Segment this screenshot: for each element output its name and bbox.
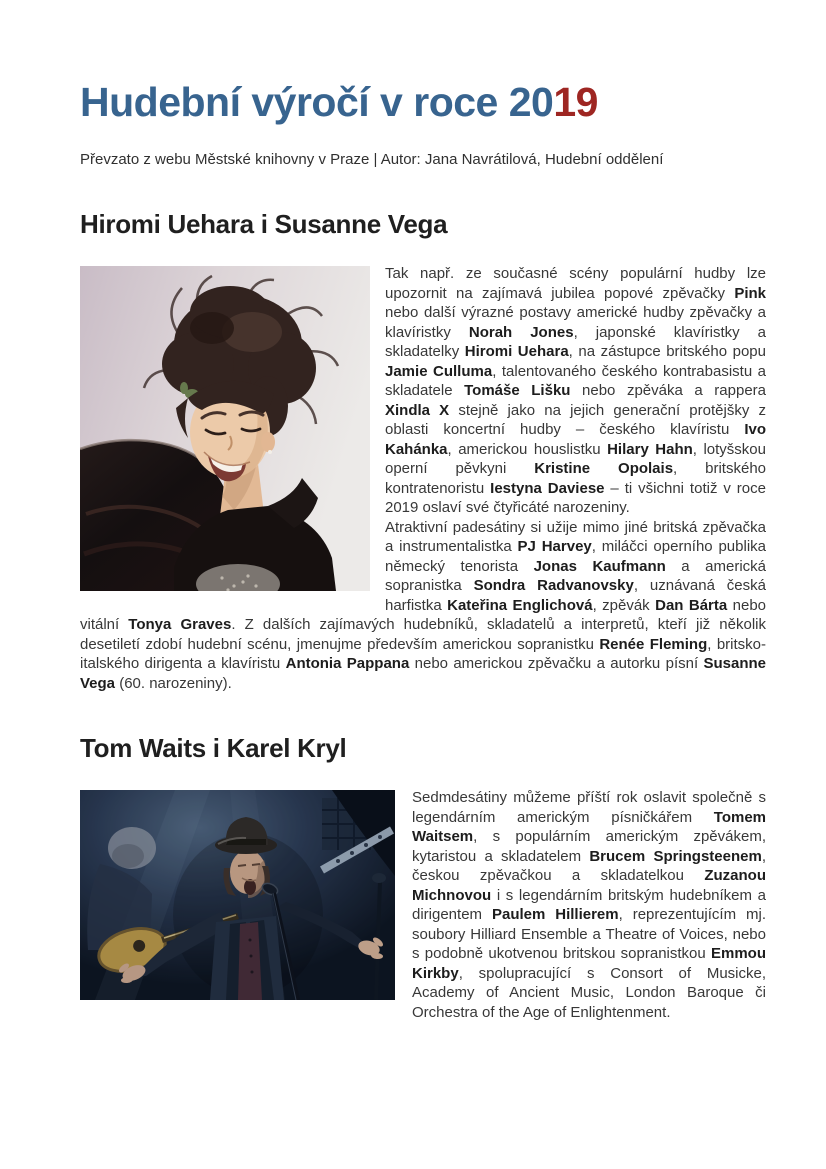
article-paragraph: Atraktivní padesátiny si užije mimo jiné britská zpěvačka a instrumentalistka PJ Harvey, miláčci operního publika německý tenorista Jonas Kaufmann a americká sopranistka Sondra Radvanovsky, uznávaná česká harfistka Kateřina Englichová, zpěvák Dan Bárta nebo vitální Tonya Graves. Z dalších zajímavých hudebníků, skladatelů a interpretů, kteří již několik desetiletí zdobí hudební scénu, jmenujme především americkou sopranistku Renée Fleming, britsko-italského dirigenta a klavíristu Antonia Pappana nebo americkou zpěvačku a autorku písní Susanne Vega (60. narozeniny). — [80, 518, 767, 692]
hiromi-uehara-photo-illustration — [80, 266, 370, 591]
section-body — [80, 264, 766, 693]
section-tomwaits-karelkryl — [80, 733, 766, 1022]
section-body — [80, 788, 766, 1022]
byline: Převzato z webu Městské knihovny v Praze | Autor: Jana Navrátilová, Hudební oddělení — [80, 151, 664, 168]
page-title — [80, 0, 766, 126]
hiromi-uehara-pianist-photo — [80, 266, 370, 591]
article-paragraph: Sedmdesátiny můžeme příští rok oslavit společně s legendárním americkým písničkářem Tomem Waitsem, s populárním americkým zpěvákem, kytaristou a skladatelem Brucem Springsteenem, českou zpěvačkou a skladatelkou Zuzanou Michnovou i s legendárním britským hudebníkem a dirigentem Paulem Hillierem, reprezentujícím mj. soubory Hilliard Ensemble a Theatre of Voices, nebo s podobně ukotvenou britskou sopranistkou Emmou Kirkby, spolupracující s Consort of Musicke, Academy of Ancient Music, London Baroque či Orchestra of the Age of Enlightenment. — [412, 789, 767, 1021]
section-heading: Tom Waits i Karel Kryl — [80, 733, 347, 763]
section-hiromi-susanne — [80, 209, 766, 693]
section-heading: Hiromi Uehara i Susanne Vega — [80, 209, 448, 239]
page-title-accent-year: 19 — [553, 79, 598, 125]
tom-waits-photo-illustration — [80, 790, 395, 1000]
page-title-main: Hudební výročí v roce 20 — [80, 79, 554, 125]
tom-waits-stage-photo — [80, 790, 395, 1000]
article-paragraph: Tak např. ze současné scény populární hudby lze upozornit na zajímavá jubilea popové zpěvačky Pink nebo další výrazné postavy americké hudby zpěvačky a klavíristky Norah Jones, japonské klavíristky a skladatelky Hiromi Uehara, na zástupce britského popu Jamie Culluma, talentovaného českého kontrabasistu a skladatele Tomáše Lišku nebo zpěváka a rappera Xindla X stejně jako na jejich generační protějšky z oblasti koncertní hudby – českého klavíristu Ivo Kahánka, americkou houslistku Hilary Hahn, lotyšskou operní pěvkyni Kristine Opolais, britského kontratenoristu Iestyna Daviese – ti všichni totiž v roce 2019 oslaví své čtyřicáté narozeniny. — [385, 265, 767, 516]
